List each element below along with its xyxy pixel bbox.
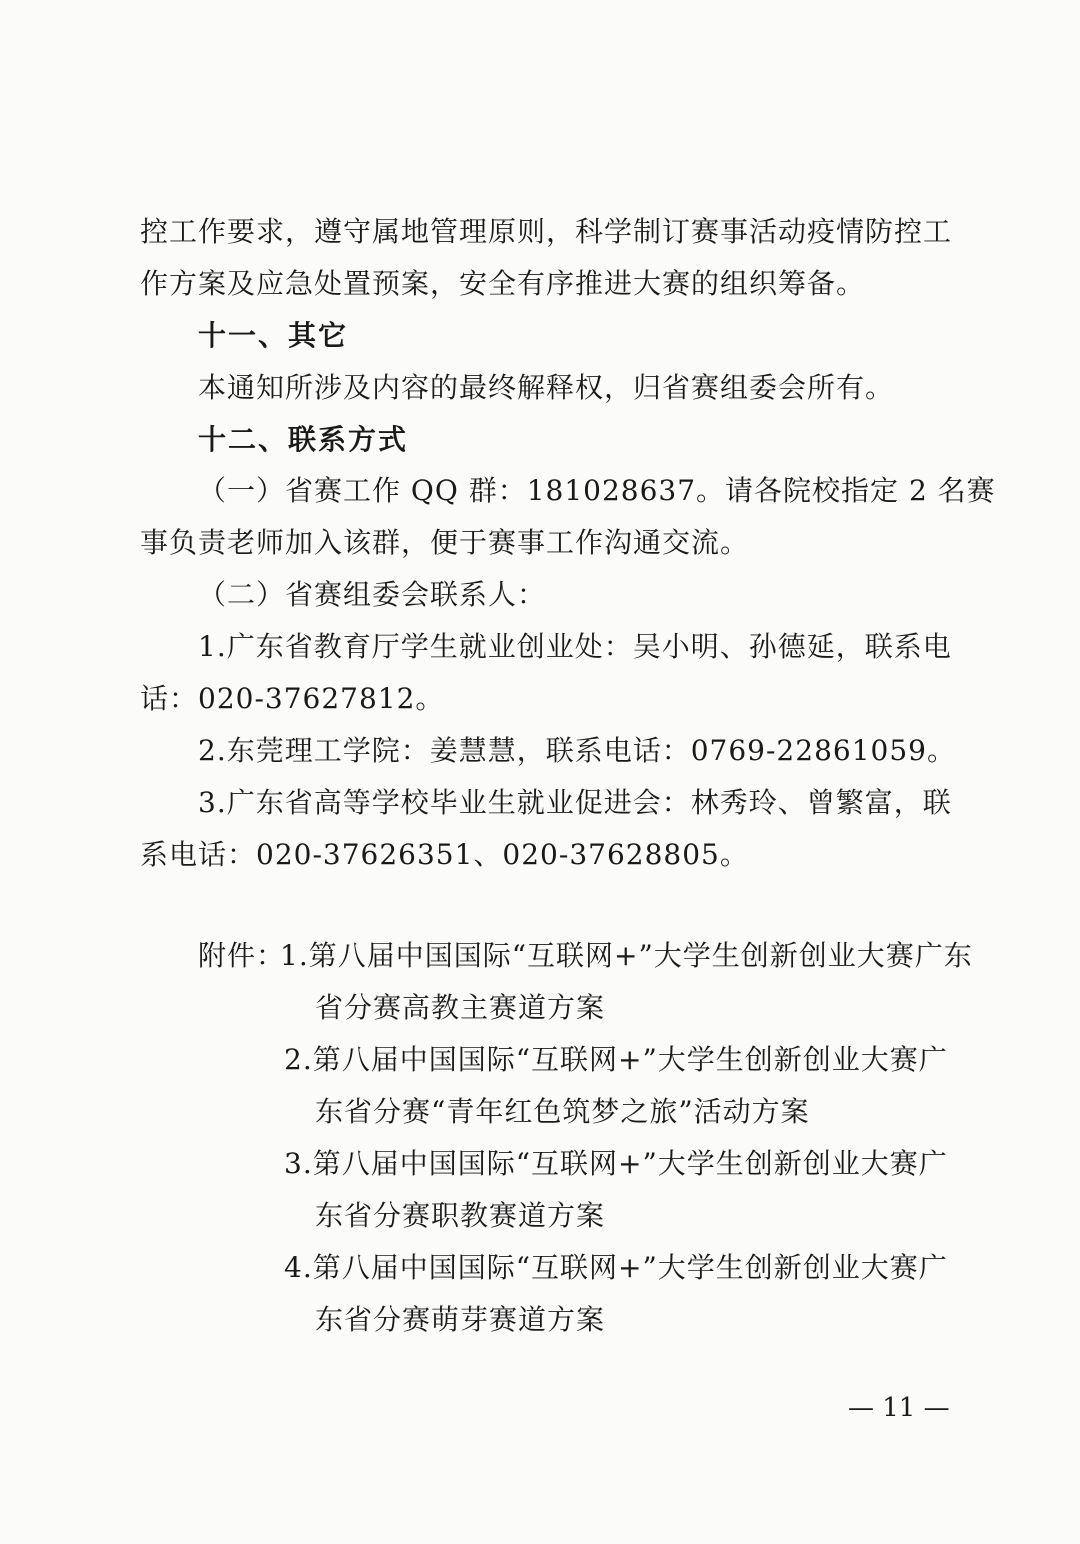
attachment-item: 1.第八届中国国际“互联网+”大学生创新创业大赛广东 <box>280 939 973 972</box>
paragraph-line: （二）省赛组委会联系人： <box>198 578 547 611</box>
paragraph-line: （一）省赛工作 QQ 群：181028637。请各院校指定 2 名赛 <box>198 474 996 507</box>
contact-item: 话：020-37627812。 <box>140 682 445 715</box>
attachment-item: 东省分赛萌芽赛道方案 <box>315 1303 606 1336</box>
contact-item: 系电话：020-37626351、020-37628805。 <box>140 838 749 871</box>
attachment-item: 东省分赛“青年红色筑梦之旅”活动方案 <box>315 1095 810 1128</box>
attachment-item: 2.第八届中国国际“互联网+”大学生创新创业大赛广 <box>284 1043 948 1076</box>
contact-item: 2.东莞理工学院：姜慧慧，联系电话：0769-22861059。 <box>198 734 956 767</box>
paragraph-line: 本通知所涉及内容的最终解释权，归省赛组委会所有。 <box>198 371 895 404</box>
paragraph-line: 作方案及应急处置预案，安全有序推进大赛的组织筹备。 <box>140 267 866 300</box>
attachment-item: 省分赛高教主赛道方案 <box>315 991 606 1024</box>
attachment-item: 3.第八届中国国际“互联网+”大学生创新创业大赛广 <box>284 1147 948 1180</box>
section-heading-other: 十一、其它 <box>198 319 349 352</box>
attachment-item: 4.第八届中国国际“互联网+”大学生创新创业大赛广 <box>284 1251 948 1284</box>
paragraph-line: 控工作要求，遵守属地管理原则，科学制订赛事活动疫情防控工 <box>140 215 953 248</box>
section-heading-contact: 十二、联系方式 <box>198 423 409 456</box>
contact-item: 3.广东省高等学校毕业生就业促进会：林秀玲、曾繁富，联 <box>198 786 952 819</box>
attachment-item: 东省分赛职教赛道方案 <box>315 1199 606 1232</box>
attachments-label: 附件： <box>198 939 286 972</box>
contact-item: 1.广东省教育厅学生就业创业处：吴小明、孙德延，联系电 <box>198 630 952 663</box>
page-number: — 11 — <box>848 1393 950 1423</box>
paragraph-line: 事负责老师加入该群，便于赛事工作沟通交流。 <box>140 526 750 559</box>
